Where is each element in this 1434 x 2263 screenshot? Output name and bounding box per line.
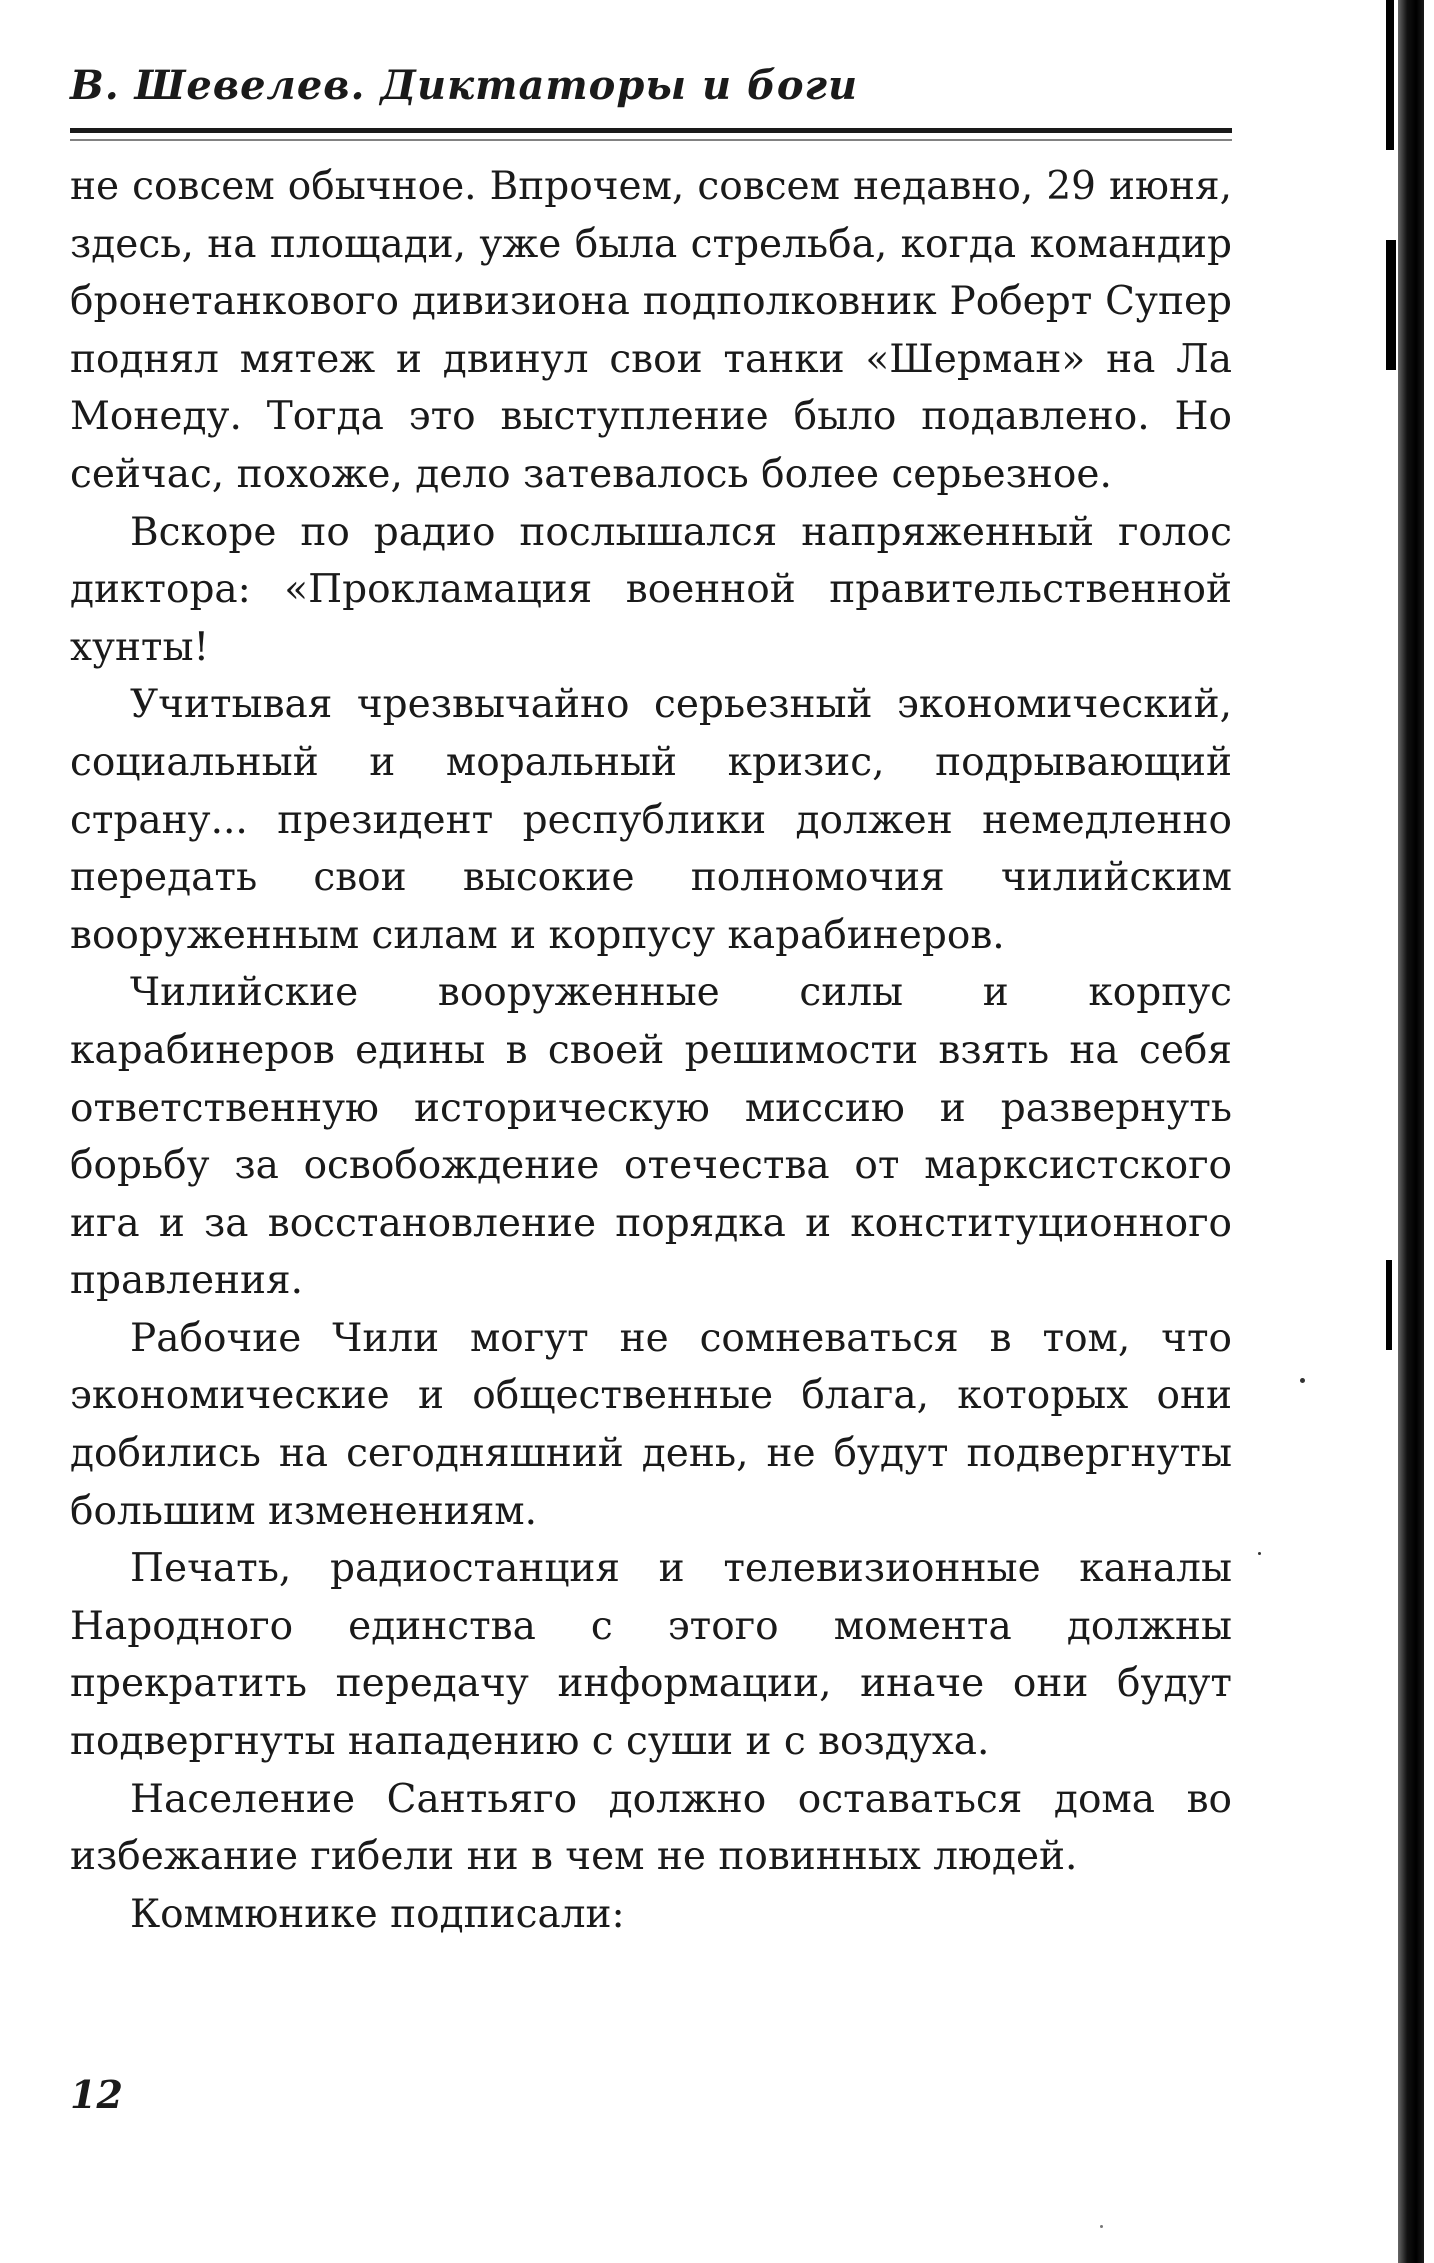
scan-speck	[1258, 1552, 1261, 1555]
scan-edge-mark	[1386, 1260, 1392, 1350]
page-number: 12	[70, 2072, 123, 2117]
scan-spine-edge	[1398, 0, 1424, 2263]
paragraph: Население Сантьяго должно оставаться дома во избежание гибели ни в чем не повинных людей.	[70, 1776, 1232, 1880]
scan-speck	[1300, 1378, 1305, 1383]
scan-edge-mark	[1386, 0, 1394, 150]
paragraph: Чилийские вооруженные силы и корпус карабинеров едины в своей решимости взять на себя ответственную историческую миссию и развернуть борьбу за освобождение отечества от марксистского ига и за восстановление порядка и конституционного правления.	[70, 970, 1232, 1304]
running-head: В. Шевелев. Диктаторы и боги	[70, 62, 859, 109]
header-rule-secondary	[70, 139, 1232, 141]
paragraph: Печать, радиостанция и телевизионные каналы Народного единства с этого момента должны прекратить передачу информации, иначе они будут подвергнуты нападению с суши и с воздуха.	[70, 1546, 1232, 1765]
scan-speck	[1100, 2225, 1103, 2228]
paragraph: Рабочие Чили могут не сомневаться в том, что экономические и общественные блага, которых они добились на сегодняшний день, не будут подвергнуты большим изменениям.	[70, 1315, 1232, 1534]
header-rule	[70, 128, 1232, 133]
scan-edge-mark	[1386, 240, 1396, 370]
paragraph: Учитывая чрезвычайно серьезный экономический, социальный и моральный кризис, подрывающий страну... президент республики должен немедленно передать свои высокие полномочия чилийским вооруженным силам и корпусу карабинеров.	[70, 682, 1232, 958]
paragraph: Вскоре по радио послышался напряженный голос диктора: «Прокламация военной правительственной хунты!	[70, 509, 1232, 670]
paragraph: Коммюнике подписали:	[130, 1891, 625, 1937]
body-text	[70, 158, 1232, 1943]
paragraph: не совсем обычное. Впрочем, совсем недавно, 29 июня, здесь, на площади, уже была стрельба, когда командир бронетанкового дивизиона подполковник Роберт Супер поднял мятеж и двинул свои танки «Шерман» на Ла Монеду. Тогда это выступление было подавлено. Но сейчас, похоже, дело затевалось более серьезное.	[70, 164, 1232, 497]
